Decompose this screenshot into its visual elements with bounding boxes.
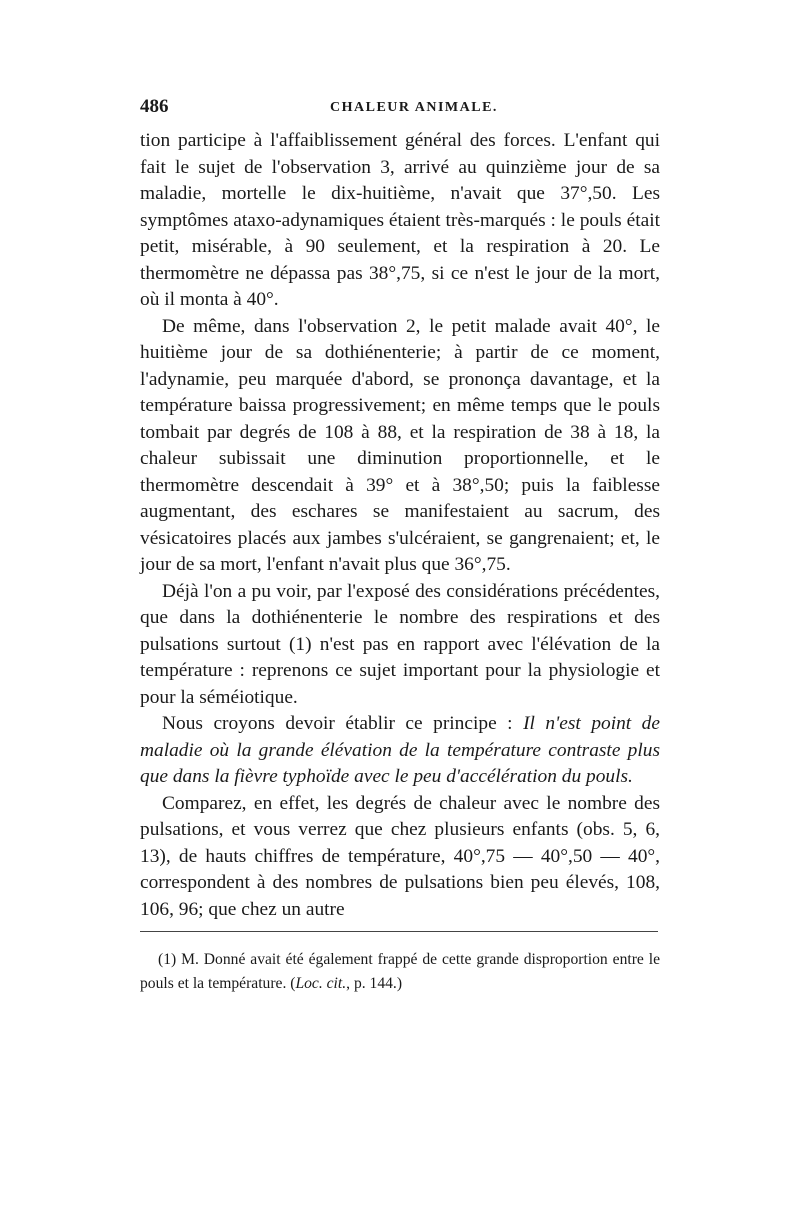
principle-italic: Il n'est point de maladie où la grande élévation de la température contraste plus que dans la fièvre typhoïde avec le peu d'accélération du pouls. bbox=[140, 713, 660, 787]
paragraph-3: Déjà l'on a pu voir, par l'exposé des considérations précédentes, que dans la dothiénenterie le nombre des respirations et des pulsations surtout (1) n'est pas en rapport avec l'élévation de la température : reprenons ce sujet important pour la physiologie et pour la séméiotique. bbox=[140, 580, 660, 708]
page-number: 486 bbox=[140, 96, 169, 117]
paragraph-2: De même, dans l'observation 2, le petit malade avait 40°, le huitième jour de sa dothiénenterie; à partir de ce moment, l'adynamie, peu marquée d'abord, se prononça davantage, et la température baissa progressivement; en même temps que le pouls tombait par degrés de 108 à 88, et la respiration de 38 à 18, la chaleur subissait une diminution proportionnelle, et le thermomètre descendait à 39° et à 38°,50; puis la faiblesse augmentant, des eschares se manifestaient au sacrum, des vésicatoires placés aux jambes s'ulcéraient, se gangrenaient; et, le jour de sa mort, l'enfant n'avait plus que 36°,75. bbox=[140, 315, 660, 575]
paragraph-4-start: Nous croyons devoir établir ce principe : bbox=[162, 713, 524, 734]
paragraph-4 bbox=[140, 711, 660, 791]
footnote-end: , p. 144.) bbox=[346, 975, 403, 992]
paragraph-5: Comparez, en effet, les degrés de chaleur avec le nombre des pulsations, et vous verrez que chez plusieurs enfants (obs. 5, 6, 13), de hauts chiffres de température, 40°,75 — 40°,50 — 40°, correspondent à des nombres de pulsations bien peu élevés, 108, 106, 96; que chez un autre bbox=[140, 792, 660, 920]
paragraph-1: tion participe à l'affaiblissement général des forces. L'enfant qui fait le sujet de l'observation 3, arrivé au quinzième jour de sa maladie, mortelle le dix-huitième, n'avait que 37°,50. Les symptômes ataxo-adynamiques étaient très-marqués : le pouls était petit, misérable, à 90 seulement, et la respiration à 20. Le thermomètre ne dépassa pas 38°,75, si ce n'est le jour de la mort, où il monta à 40°. bbox=[140, 130, 660, 310]
footnote-citation: Loc. cit. bbox=[295, 975, 347, 992]
footnote-text: (1) M. Donné avait été également frappé de cette grande disproportion entre le pouls et la température. ( bbox=[140, 951, 660, 992]
running-title: CHALEUR ANIMALE. bbox=[330, 100, 498, 115]
book-page bbox=[140, 96, 660, 996]
body-text bbox=[140, 128, 660, 923]
footnote-divider bbox=[140, 931, 658, 948]
footnote bbox=[140, 948, 660, 996]
page-header bbox=[140, 96, 660, 128]
